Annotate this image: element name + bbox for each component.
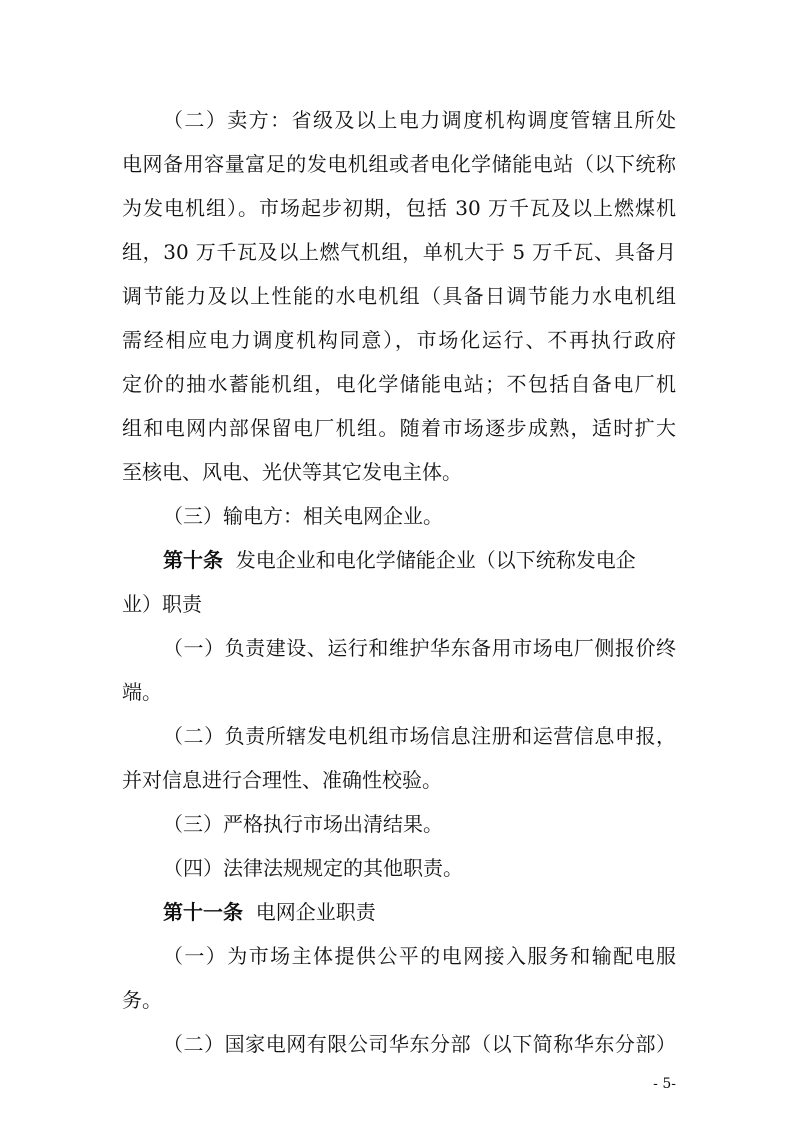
paragraph-line: 需经相应电力调度机构同意），市场化运行、不再执行政府 [122, 328, 676, 352]
page-number: - 5- [653, 1076, 676, 1092]
paragraph-line: 端。 [122, 680, 162, 704]
article-11-line [163, 894, 676, 930]
paragraph-line: 至核电、风电、光伏等其它发电主体。 [122, 460, 462, 484]
paragraph-line: 组，30 万千瓦及以上燃气机组，单机大于 5 万千瓦、具备月 [122, 240, 676, 264]
paragraph-line: 定价的抽水蓄能机组，电化学储能电站；不包括自备电厂机 [122, 372, 676, 396]
paragraph-line: （三）严格执行市场出清结果。 [163, 812, 443, 836]
article-10-line [163, 542, 676, 578]
paragraph-line: 并对信息进行合理性、准确性校验。 [122, 768, 442, 792]
paragraph-line: （二）卖方：省级及以上电力调度机构调度管辖且所处 [163, 108, 676, 132]
paragraph-line: （四）法律法规规定的其他职责。 [163, 856, 463, 880]
paragraph-line: 电网备用容量富足的发电机组或者电化学储能电站（以下统称 [122, 152, 676, 176]
article-11-heading: 第十一条 [163, 900, 243, 924]
article-10-heading: 第十条 [163, 548, 223, 572]
article-10-title: 发电企业和电化学储能企业（以下统称发电企 [235, 548, 636, 572]
paragraph-line: 组和电网内部保留电厂机组。随着市场逐步成熟，适时扩大 [122, 416, 676, 440]
paragraph-line: 调节能力及以上性能的水电机组（具备日调节能力水电机组 [122, 284, 676, 308]
paragraph-line: 业）职责 [122, 592, 202, 616]
paragraph-line: （一）为市场主体提供公平的电网接入服务和输配电服 [163, 944, 676, 968]
article-11-title: 电网企业职责 [255, 900, 376, 924]
paragraph-line: （二）负责所辖发电机组市场信息注册和运营信息申报， [163, 724, 676, 748]
paragraph-line: 为发电机组）。市场起步初期，包括 30 万千瓦及以上燃煤机 [122, 196, 676, 220]
paragraph-line: （三）输电方：相关电网企业。 [163, 504, 443, 528]
paragraph-line: （一）负责建设、运行和维护华东备用市场电厂侧报价终 [163, 636, 676, 660]
paragraph-line: （二）国家电网有限公司华东分部（以下简称华东分部） [163, 1032, 676, 1056]
paragraph-line: 务。 [122, 988, 162, 1012]
